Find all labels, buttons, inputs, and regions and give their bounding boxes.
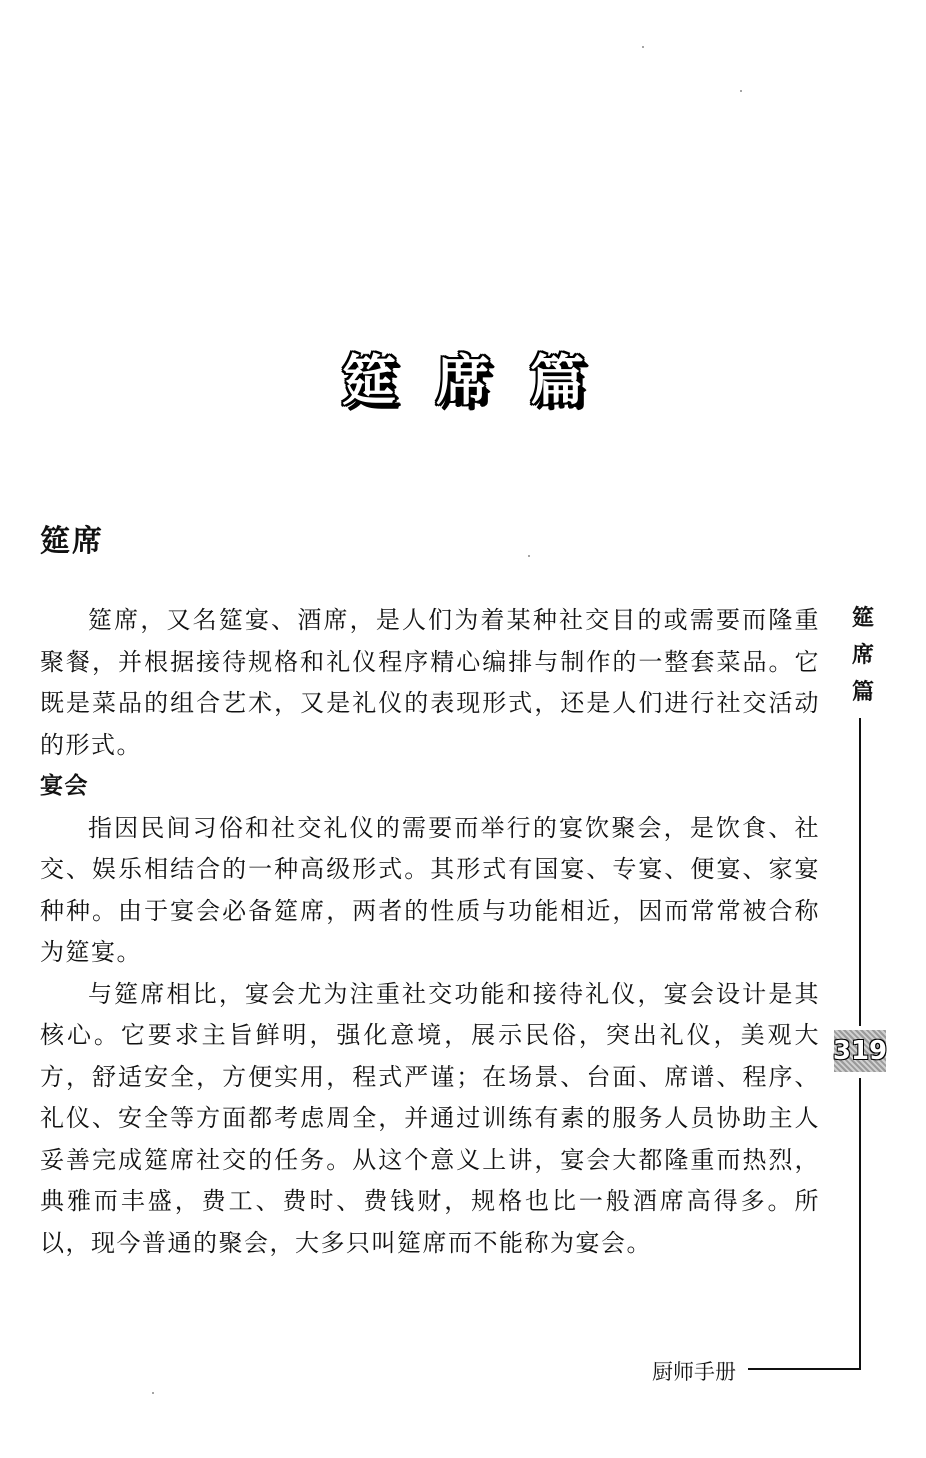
side-rule-upper bbox=[859, 718, 861, 1026]
chapter-title: 筵席篇 bbox=[342, 349, 624, 412]
scan-speck bbox=[740, 90, 742, 92]
side-tab-char: 席 bbox=[851, 643, 874, 668]
paragraph-comparison: 与筵席相比，宴会尤为注重社交功能和接待礼仪，宴会设计是其核心。它要求主旨鲜明，强化意境，展示民俗，突出礼仪，美观大方，舒适安全，方便实用，程式严谨；在场景、台面、席谱、程序、礼仪、安全等方面都考虑周全，并通过训练有素的服务人员协助主人妥善完成筵席社交的任务。从这个意义上讲，宴会大都隆重而热烈，典雅而丰盛，费工、费时、费钱财，规格也比一般酒席高得多。所以，现今普通的聚会，大多只叫筵席而不能称为宴会。 bbox=[40, 979, 820, 1257]
scan-speck bbox=[152, 1392, 154, 1394]
section-title: 筵席 bbox=[40, 524, 104, 559]
paragraph-definition: 筵席，又名筵宴、酒席，是人们为着某种社交目的或需要而隆重聚餐，并根据接待规格和礼仪程序精心编排与制作的一整套菜品。它既是菜品的组合艺术，又是礼仪的表现形式，还是人们进行社交活动的形式。 bbox=[40, 606, 820, 759]
side-tab-char: 筵 bbox=[851, 606, 874, 631]
side-tab bbox=[848, 600, 878, 711]
scan-speck bbox=[528, 555, 530, 557]
scan-speck bbox=[642, 46, 644, 48]
paragraph-banquet: 指因民间习俗和社交礼仪的需要而举行的宴饮聚会，是饮食、社交、娱乐相结合的一种高级形式。其形式有国宴、专宴、便宴、家宴种种。由于宴会必备筵席，两者的性质与功能相近，因而常常被合称为筵宴。 bbox=[40, 813, 820, 966]
body-text bbox=[40, 600, 820, 1264]
side-tab-char: 篇 bbox=[851, 680, 874, 705]
side-rule-lower bbox=[859, 1078, 861, 1368]
subheading-banquet: 宴会 bbox=[40, 773, 89, 799]
footer-rule bbox=[748, 1368, 861, 1370]
page-number: 319 bbox=[834, 1030, 886, 1072]
footer-book-title: 厨师手册 bbox=[652, 1360, 736, 1384]
